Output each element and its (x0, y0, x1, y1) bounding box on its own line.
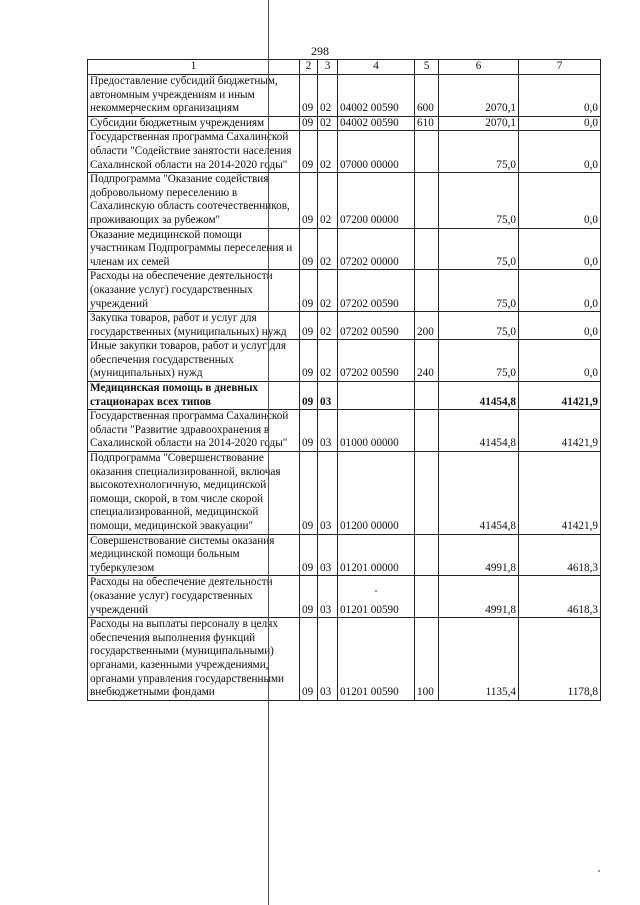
row-amount-col6: 4991,8 (439, 576, 519, 618)
row-amount-col7: 0,0 (519, 173, 601, 228)
row-subsection: 02 (318, 270, 338, 312)
row-subsection: 03 (318, 452, 338, 535)
row-name: Иные закупки товаров, работ и услуг для обеспечения государственных (муниципальных) нужд (88, 340, 300, 382)
row-subsection: 02 (318, 312, 338, 340)
row-section: 09 (300, 312, 318, 340)
row-section: 09 (300, 410, 318, 452)
scan-speck (375, 590, 377, 592)
row-target-code: 01200 00000 (338, 452, 415, 535)
row-target-code: 07202 00590 (338, 340, 415, 382)
row-amount-col6: 2070,1 (439, 75, 519, 117)
page-fold-line (268, 0, 269, 905)
row-name: Субсидии бюджетным учреждениям (88, 116, 300, 131)
row-section: 09 (300, 340, 318, 382)
row-section: 09 (300, 382, 318, 410)
row-subsection: 03 (318, 618, 338, 701)
row-section: 09 (300, 75, 318, 117)
column-header: 6 (439, 60, 519, 75)
row-target-code (338, 382, 415, 410)
table-row (88, 340, 601, 382)
row-name: Государственная программа Сахалинской области "Содействие занятости населения Сахалинской области на 2014-2020 годы" (88, 131, 300, 173)
row-amount-col7: 0,0 (519, 312, 601, 340)
table-row (88, 131, 601, 173)
row-amount-col6: 41454,8 (439, 410, 519, 452)
table-row (88, 312, 601, 340)
page-number: 298 (311, 44, 329, 58)
row-expense-type (415, 131, 439, 173)
row-amount-col7: 4618,3 (519, 576, 601, 618)
row-expense-type: 240 (415, 340, 439, 382)
row-amount-col6: 4991,8 (439, 534, 519, 576)
row-amount-col7: 0,0 (519, 228, 601, 270)
row-subsection: 03 (318, 410, 338, 452)
row-section: 09 (300, 452, 318, 535)
row-amount-col6: 75,0 (439, 312, 519, 340)
row-target-code: 07202 00590 (338, 312, 415, 340)
budget-table (87, 59, 601, 701)
row-amount-col7: 0,0 (519, 75, 601, 117)
row-subsection: 03 (318, 576, 338, 618)
row-name: Предоставление субсидий бюджетным, автономным учреждениям и иным некоммерческим организациям (88, 75, 300, 117)
table-row (88, 173, 601, 228)
row-expense-type: 610 (415, 116, 439, 131)
row-expense-type (415, 452, 439, 535)
row-target-code: 07202 00000 (338, 228, 415, 270)
row-subsection: 03 (318, 534, 338, 576)
table-row (88, 75, 601, 117)
row-subsection: 02 (318, 116, 338, 131)
row-amount-col6: 41454,8 (439, 452, 519, 535)
row-name: Расходы на выплаты персоналу в целях обеспечения выполнения функций государственными (муниципальными) органами, казенными учреждениями, органами управления государственными внебюджетными фондами (88, 618, 300, 701)
row-amount-col6: 2070,1 (439, 116, 519, 131)
row-target-code: 01201 00590 (338, 618, 415, 701)
column-header: 1 (88, 60, 300, 75)
column-header: 5 (415, 60, 439, 75)
row-name: Государственная программа Сахалинской области "Развитие здравоохранения в Сахалинской области на 2014-2020 годы" (88, 410, 300, 452)
row-amount-col7: 0,0 (519, 340, 601, 382)
row-amount-col6: 1135,4 (439, 618, 519, 701)
row-section: 09 (300, 534, 318, 576)
row-expense-type: 600 (415, 75, 439, 117)
row-amount-col7: 0,0 (519, 131, 601, 173)
row-name: Оказание медицинской помощи участникам Подпрограммы переселения и членам их семей (88, 228, 300, 270)
row-expense-type: 100 (415, 618, 439, 701)
row-amount-col7: 1178,8 (519, 618, 601, 701)
table-row (88, 534, 601, 576)
table-row (88, 382, 601, 410)
row-section: 09 (300, 116, 318, 131)
row-amount-col7: 41421,9 (519, 382, 601, 410)
table-row (88, 618, 601, 701)
scan-speck (598, 870, 600, 872)
table-row (88, 576, 601, 618)
row-target-code: 04002 00590 (338, 116, 415, 131)
column-header: 7 (519, 60, 601, 75)
table-row (88, 116, 601, 131)
table-row (88, 228, 601, 270)
row-amount-col7: 41421,9 (519, 452, 601, 535)
row-amount-col6: 75,0 (439, 340, 519, 382)
column-header: 4 (338, 60, 415, 75)
row-name: Закупка товаров, работ и услуг для государственных (муниципальных) нужд (88, 312, 300, 340)
row-subsection: 02 (318, 228, 338, 270)
row-section: 09 (300, 173, 318, 228)
table-row (88, 410, 601, 452)
row-expense-type (415, 270, 439, 312)
row-amount-col6: 75,0 (439, 228, 519, 270)
row-target-code: 01201 00000 (338, 534, 415, 576)
row-amount-col7: 4618,3 (519, 534, 601, 576)
row-expense-type (415, 173, 439, 228)
row-amount-col7: 0,0 (519, 270, 601, 312)
row-section: 09 (300, 576, 318, 618)
row-target-code: 01000 00000 (338, 410, 415, 452)
row-target-code: 01201 00590 (338, 576, 415, 618)
row-amount-col7: 41421,9 (519, 410, 601, 452)
row-name: Расходы на обеспечение деятельности (оказание услуг) государственных учреждений (88, 270, 300, 312)
row-target-code: 07000 00000 (338, 131, 415, 173)
row-target-code: 07202 00590 (338, 270, 415, 312)
row-expense-type (415, 576, 439, 618)
row-target-code: 07200 00000 (338, 173, 415, 228)
row-subsection: 02 (318, 75, 338, 117)
header-row (88, 60, 601, 75)
row-target-code: 04002 00590 (338, 75, 415, 117)
row-section: 09 (300, 228, 318, 270)
table-row (88, 270, 601, 312)
row-expense-type (415, 228, 439, 270)
row-expense-type: 200 (415, 312, 439, 340)
row-name: Расходы на обеспечение деятельности (оказание услуг) государственных учреждений (88, 576, 300, 618)
row-name: Медицинская помощь в дневных стационарах всех типов (88, 382, 300, 410)
row-name: Подпрограмма "Оказание содействия добровольному переселению в Сахалинскую область соотечественников, проживающих за рубежом" (88, 173, 300, 228)
row-expense-type (415, 534, 439, 576)
row-subsection: 02 (318, 173, 338, 228)
row-amount-col7: 0,0 (519, 116, 601, 131)
row-section: 09 (300, 618, 318, 701)
row-expense-type (415, 382, 439, 410)
row-name: Совершенствование системы оказания медицинской помощи больным туберкулезом (88, 534, 300, 576)
row-subsection: 02 (318, 340, 338, 382)
row-section: 09 (300, 131, 318, 173)
row-name: Подпрограмма "Совершенствование оказания специализированной, включая высокотехнологичную, медицинской помощи, скорой, в том числе скорой специализированной, медицинской помощи, медицинской эвакуации" (88, 452, 300, 535)
row-section: 09 (300, 270, 318, 312)
row-amount-col6: 75,0 (439, 270, 519, 312)
column-header: 3 (318, 60, 338, 75)
table-row (88, 452, 601, 535)
row-expense-type (415, 410, 439, 452)
row-amount-col6: 75,0 (439, 173, 519, 228)
row-amount-col6: 75,0 (439, 131, 519, 173)
row-amount-col6: 41454,8 (439, 382, 519, 410)
row-subsection: 03 (318, 382, 338, 410)
column-header: 2 (300, 60, 318, 75)
row-subsection: 02 (318, 131, 338, 173)
